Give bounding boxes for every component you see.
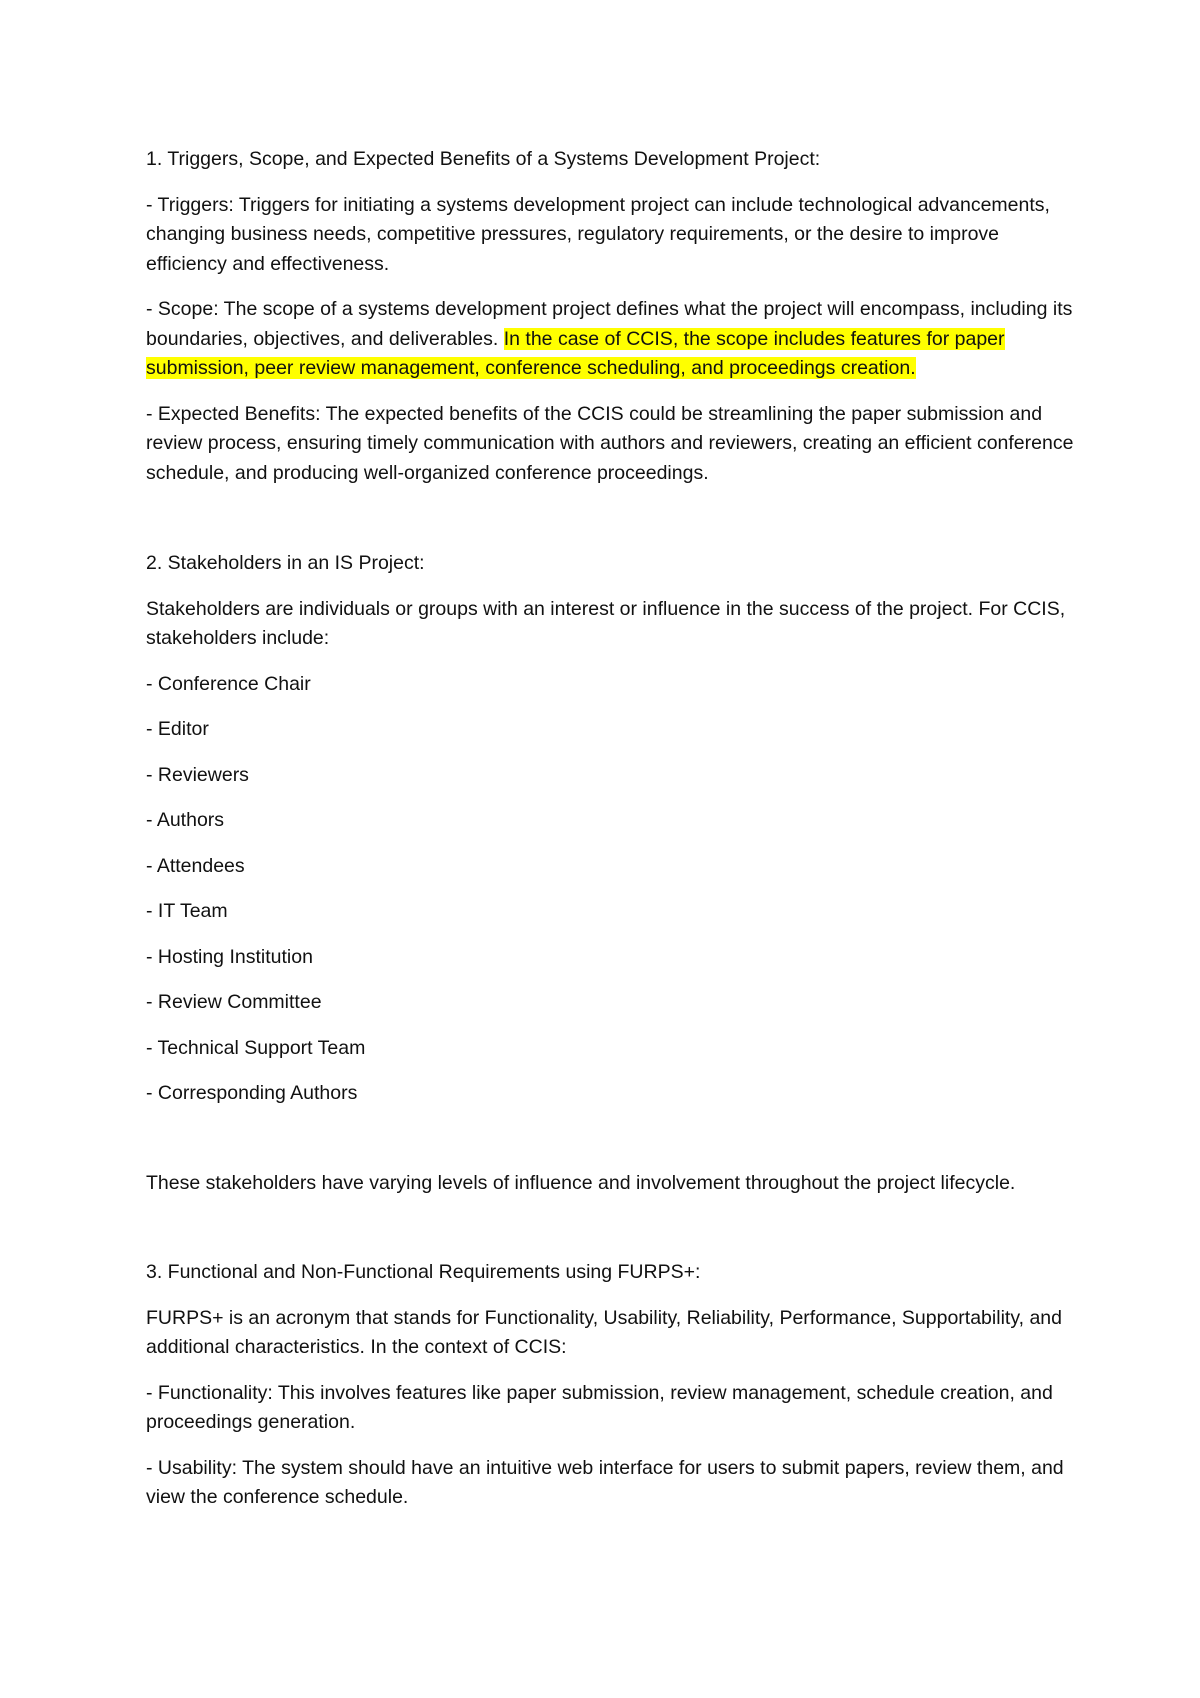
usability-paragraph: - Usability: The system should have an intuitive web interface for users to submit papers, review them, and view the conference schedule. [146, 1456, 1064, 1508]
triggers-paragraph: - Triggers: Triggers for initiating a systems development project can include technological advancements, changing business needs, competitive pressures, regulatory requirements, or the desire to improve efficiency and effectiveness. [146, 193, 1050, 275]
stakeholder-item: - Attendees [146, 854, 245, 877]
functionality-paragraph: - Functionality: This involves features like paper submission, review management, schedule creation, and proceedings generation. [146, 1381, 1053, 1433]
stakeholder-item: - Editor [146, 718, 209, 740]
scope-highlight: In the case of CCIS, the scope includes features for paper submission, peer review management, conference scheduling, and proceedings creation. [146, 327, 1005, 379]
stakeholders-intro: Stakeholders are individuals or groups with an interest or influence in the success of the project. For CCIS, stakeholders include: [146, 597, 1066, 649]
stakeholder-item: - Authors [146, 809, 225, 831]
stakeholder-item: - Conference Chair [146, 672, 311, 695]
section-2-heading: 2. Stakeholders in an IS Project: [146, 552, 425, 574]
section-3-heading: 3. Functional and Non-Functional Requirements using FURPS+: [146, 1261, 701, 1283]
furps-intro: FURPS+ is an acronym that stands for Functionality, Usability, Reliability, Performance, Supportability, and additional characteristics. In the context of CCIS: [146, 1306, 1062, 1358]
scope-text: - Scope: The scope of a systems development project defines what the project will encompass, including its boundaries, objectives, and deliverables. [146, 298, 1073, 350]
section-spacer [146, 1214, 1076, 1258]
stakeholders-closing: These stakeholders have varying levels of influence and involvement throughout the project lifecycle. [146, 1171, 1016, 1194]
stakeholder-item: - Corresponding Authors [146, 1082, 358, 1104]
stakeholder-item: - Technical Support Team [146, 1036, 366, 1059]
section-1-heading: 1. Triggers, Scope, and Expected Benefits of a Systems Development Project: [146, 148, 821, 170]
stakeholder-item: - Review Committee [146, 991, 322, 1013]
stakeholder-item: - Hosting Institution [146, 945, 313, 968]
section-spacer [146, 1125, 1076, 1169]
stakeholder-item: - Reviewers [146, 763, 249, 786]
section-spacer [146, 504, 1076, 549]
scope-paragraph [146, 295, 1076, 384]
document-content [146, 145, 1076, 1529]
benefits-paragraph: - Expected Benefits: The expected benefits of the CCIS could be streamlining the paper submission and review process, ensuring timely communication with authors and reviewers, creating an efficient conference schedule, and producing well-organized conference proceedings. [146, 402, 1074, 484]
stakeholder-item: - IT Team [146, 900, 228, 922]
